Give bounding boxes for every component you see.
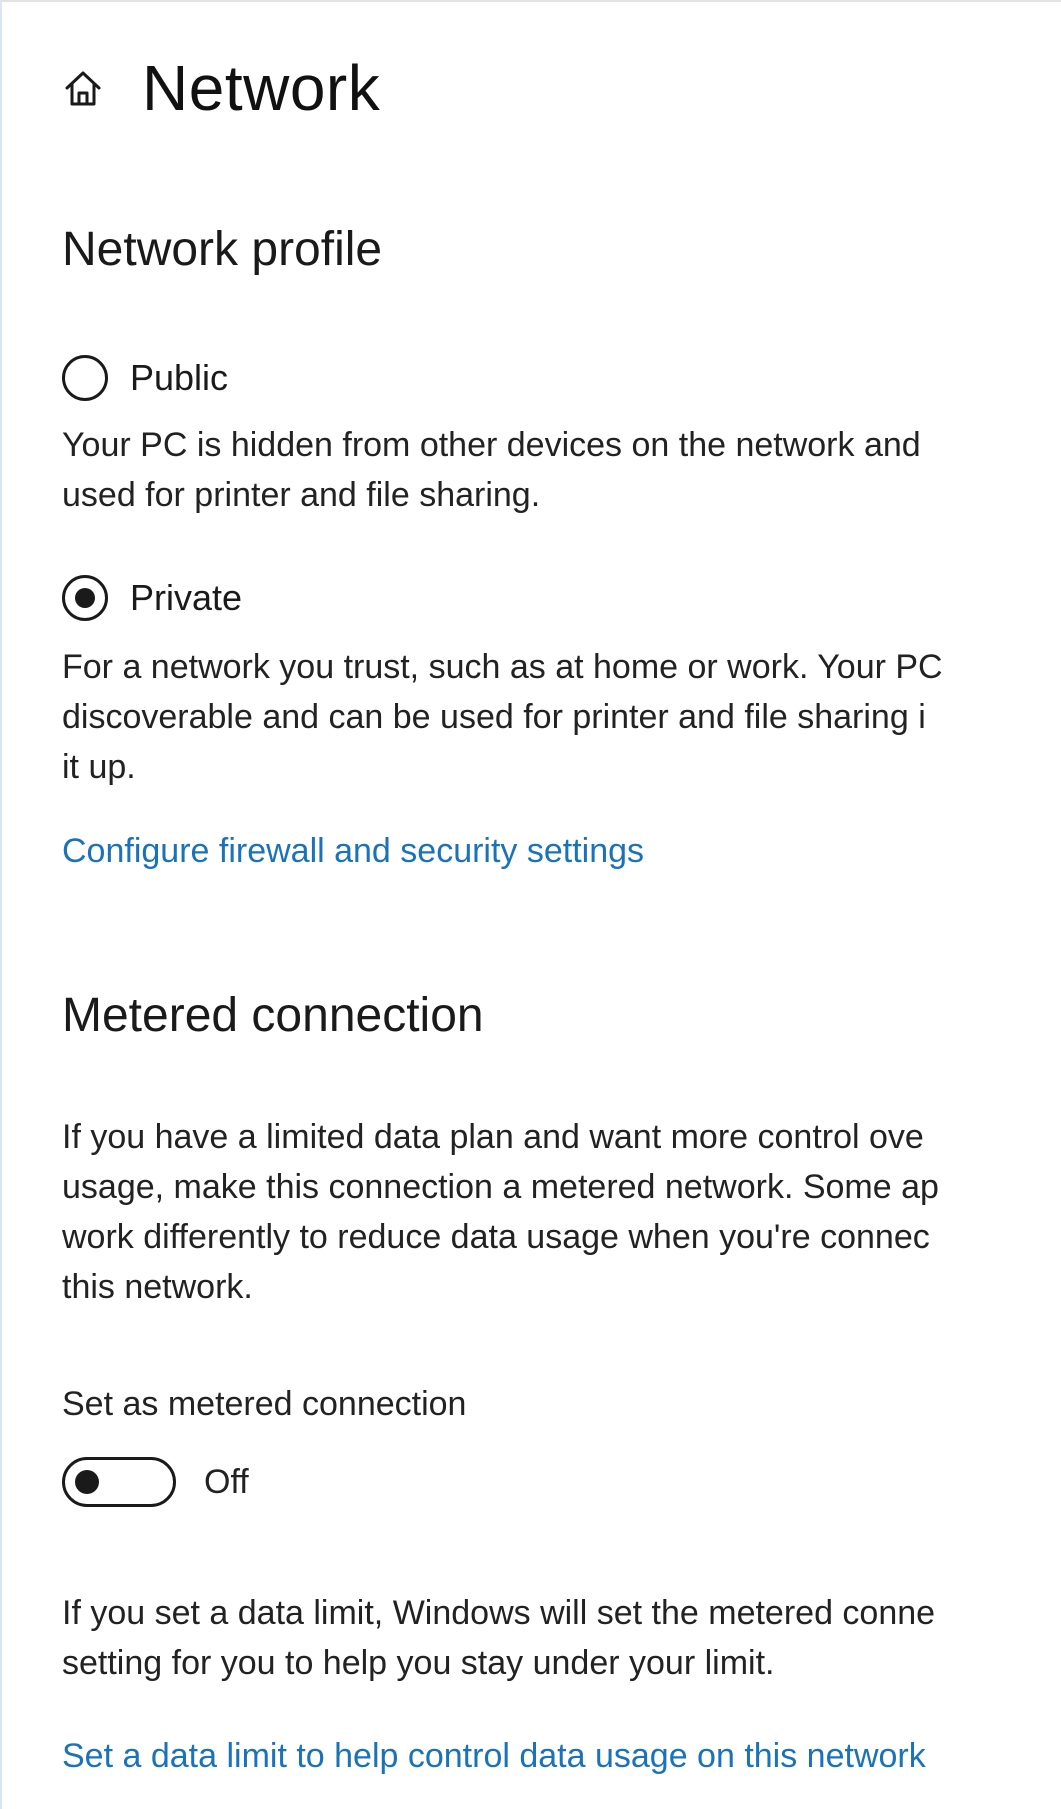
metered-connection-heading: Metered connection	[62, 989, 484, 1042]
toggle-knob	[75, 1470, 99, 1494]
metered-setting-label: Set as metered connection	[62, 1385, 467, 1423]
set-data-limit-link[interactable]: Set a data limit to help control data usage on this network	[62, 1737, 926, 1775]
private-description: For a network you trust, such as at home or work. Your PC discoverable and can be used for printer and file sharing i it up.	[62, 648, 943, 786]
radio-public[interactable]	[62, 355, 228, 401]
metered-toggle-row[interactable]	[62, 1457, 249, 1507]
public-description: Your PC is hidden from other devices on the network and used for printer and file sharing.	[62, 426, 921, 514]
configure-firewall-link[interactable]: Configure firewall and security settings	[62, 832, 645, 870]
public-radio-button[interactable]	[62, 355, 108, 401]
data-limit-description: If you set a data limit, Windows will set the metered conne setting for you to help you stay under your limit.	[62, 1594, 936, 1682]
metered-toggle-switch[interactable]	[62, 1457, 176, 1507]
page-header	[64, 50, 380, 126]
toggle-state-label: Off	[204, 1462, 249, 1501]
page-title: Network	[142, 52, 381, 124]
radio-private[interactable]	[62, 575, 242, 621]
network-profile-heading: Network profile	[62, 223, 383, 276]
home-icon[interactable]	[64, 69, 102, 107]
metered-description: If you have a limited data plan and want more control ove usage, make this connection a metered network. Some ap work differently to reduce data usage when you're connec this network.	[62, 1118, 939, 1306]
public-radio-label[interactable]: Public	[130, 357, 229, 398]
private-radio-label[interactable]: Private	[130, 577, 243, 618]
private-radio-button[interactable]	[62, 575, 108, 621]
